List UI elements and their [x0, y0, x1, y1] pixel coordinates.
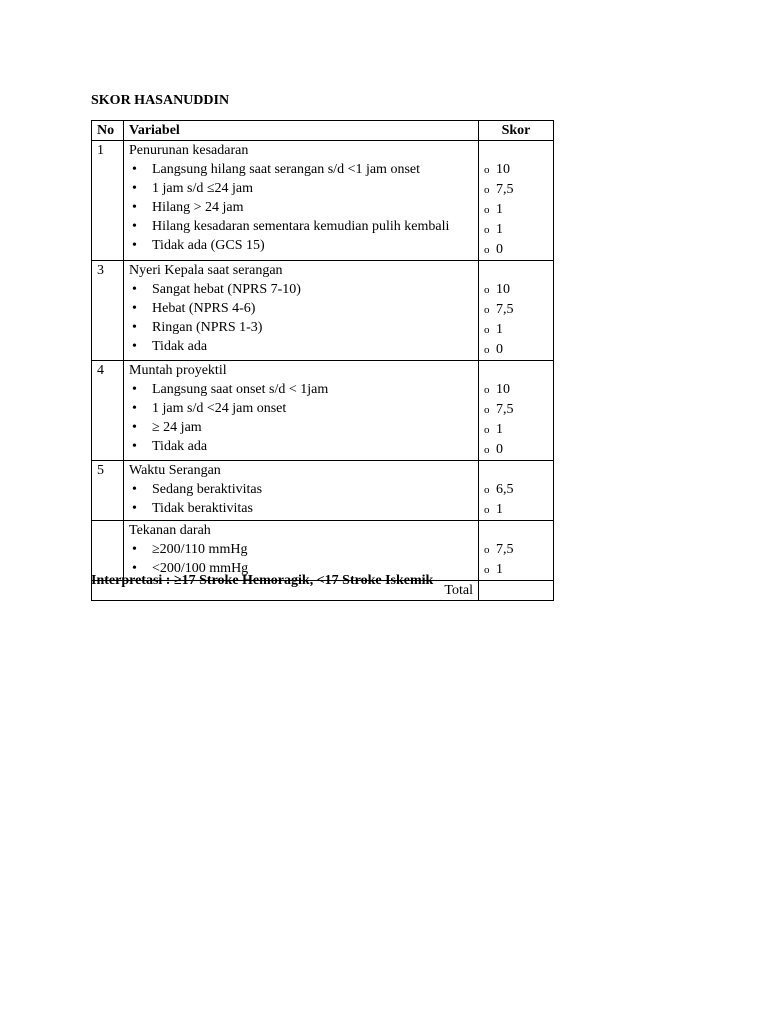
score-item	[484, 160, 548, 180]
score-item	[484, 480, 548, 500]
score-item	[484, 220, 548, 240]
circle-bullet-icon: o	[484, 504, 490, 516]
variable-cell	[124, 521, 479, 581]
document-title: SKOR HASANUDDIN	[91, 93, 230, 108]
variable-cell	[124, 261, 479, 361]
score-item	[484, 420, 548, 440]
circle-bullet-icon: o	[484, 184, 490, 196]
score-value: 1	[496, 562, 503, 577]
circle-bullet-icon: o	[484, 404, 490, 416]
circle-bullet-icon: o	[484, 444, 490, 456]
score-value: 10	[496, 382, 510, 397]
circle-bullet-icon: o	[484, 284, 490, 296]
option-item: • ≥200/110 mmHg	[129, 540, 473, 559]
score-list	[484, 540, 548, 580]
option-list	[129, 380, 473, 456]
score-cell	[479, 521, 554, 581]
circle-bullet-icon: o	[484, 344, 490, 356]
score-list	[484, 160, 548, 260]
option-item: • 1 jam s/d <24 jam onset	[129, 399, 473, 418]
variable-name: Nyeri Kepala saat serangan	[129, 263, 283, 278]
option-item: • Tidak beraktivitas	[129, 499, 473, 518]
variable-cell	[124, 141, 479, 261]
score-item	[484, 300, 548, 320]
circle-bullet-icon: o	[484, 384, 490, 396]
variable-cell	[124, 361, 479, 461]
score-value: 0	[496, 242, 503, 257]
circle-bullet-icon: o	[484, 324, 490, 336]
score-item	[484, 380, 548, 400]
score-item	[484, 240, 548, 260]
circle-bullet-icon: o	[484, 564, 490, 576]
option-item: • Hebat (NPRS 4-6)	[129, 299, 473, 318]
score-item	[484, 180, 548, 200]
row-number	[92, 521, 124, 581]
score-value: 6,5	[496, 482, 514, 497]
option-item: • ≥ 24 jam	[129, 418, 473, 437]
score-table	[91, 120, 554, 601]
score-cell	[479, 141, 554, 261]
circle-bullet-icon: o	[484, 244, 490, 256]
score-value: 1	[496, 202, 503, 217]
score-value: 7,5	[496, 302, 514, 317]
score-value: 10	[496, 162, 510, 177]
score-item	[484, 200, 548, 220]
header-skor: Skor	[479, 121, 554, 141]
variable-name: Waktu Serangan	[129, 463, 221, 478]
option-item: • Ringan (NPRS 1-3)	[129, 318, 473, 337]
score-value: 10	[496, 282, 510, 297]
total-value	[479, 581, 554, 601]
score-item	[484, 540, 548, 560]
variable-name: Muntah proyektil	[129, 363, 227, 378]
table-row	[92, 461, 554, 521]
circle-bullet-icon: o	[484, 544, 490, 556]
score-item	[484, 280, 548, 300]
option-item: • Sangat hebat (NPRS 7-10)	[129, 280, 473, 299]
circle-bullet-icon: o	[484, 164, 490, 176]
score-value: 7,5	[496, 542, 514, 557]
score-item	[484, 560, 548, 580]
score-value: 1	[496, 322, 503, 337]
table-row	[92, 361, 554, 461]
option-item: • Hilang > 24 jam	[129, 198, 473, 217]
circle-bullet-icon: o	[484, 424, 490, 436]
variable-cell	[124, 461, 479, 521]
score-item	[484, 400, 548, 420]
option-item: • <200/100 mmHg	[129, 559, 473, 578]
option-item: • Langsung hilang saat serangan s/d <1 jam onset	[129, 160, 473, 179]
interpretation-text: Interpretasi : ≥17 Stroke Hemoragik, <17 Stroke Iskemik	[91, 573, 434, 588]
score-value: 0	[496, 442, 503, 457]
variable-name: Penurunan kesadaran	[129, 143, 249, 158]
score-cell	[479, 361, 554, 461]
option-list	[129, 480, 473, 518]
option-item: • Tidak ada	[129, 437, 473, 456]
score-cell	[479, 461, 554, 521]
table-header-row	[92, 121, 554, 141]
header-variabel: Variabel	[124, 121, 479, 141]
circle-bullet-icon: o	[484, 224, 490, 236]
table-row	[92, 261, 554, 361]
score-item	[484, 440, 548, 460]
score-list	[484, 380, 548, 460]
table-body	[92, 141, 554, 581]
score-value: 1	[496, 222, 503, 237]
table-row	[92, 521, 554, 581]
score-value: 1	[496, 422, 503, 437]
circle-bullet-icon: o	[484, 304, 490, 316]
option-item: • Sedang beraktivitas	[129, 480, 473, 499]
row-number: 3	[92, 261, 124, 361]
option-item: • 1 jam s/d ≤24 jam	[129, 179, 473, 198]
circle-bullet-icon: o	[484, 204, 490, 216]
option-list	[129, 280, 473, 356]
option-item: • Hilang kesadaran sementara kemudian pulih kembali	[129, 217, 473, 236]
row-number: 5	[92, 461, 124, 521]
score-item	[484, 320, 548, 340]
total-label: Total	[92, 581, 479, 601]
score-list	[484, 280, 548, 360]
circle-bullet-icon: o	[484, 484, 490, 496]
table-row	[92, 141, 554, 261]
option-list	[129, 160, 473, 255]
option-item: • Tidak ada	[129, 337, 473, 356]
score-item	[484, 340, 548, 360]
option-item: • Tidak ada (GCS 15)	[129, 236, 473, 255]
score-value: 1	[496, 502, 503, 517]
row-number: 1	[92, 141, 124, 261]
score-value: 7,5	[496, 182, 514, 197]
header-no: No	[92, 121, 124, 141]
option-item: • Langsung saat onset s/d < 1jam	[129, 380, 473, 399]
score-cell	[479, 261, 554, 361]
variable-name: Tekanan darah	[129, 523, 211, 538]
score-item	[484, 500, 548, 520]
score-value: 0	[496, 342, 503, 357]
row-number: 4	[92, 361, 124, 461]
score-list	[484, 480, 548, 520]
score-value: 7,5	[496, 402, 514, 417]
